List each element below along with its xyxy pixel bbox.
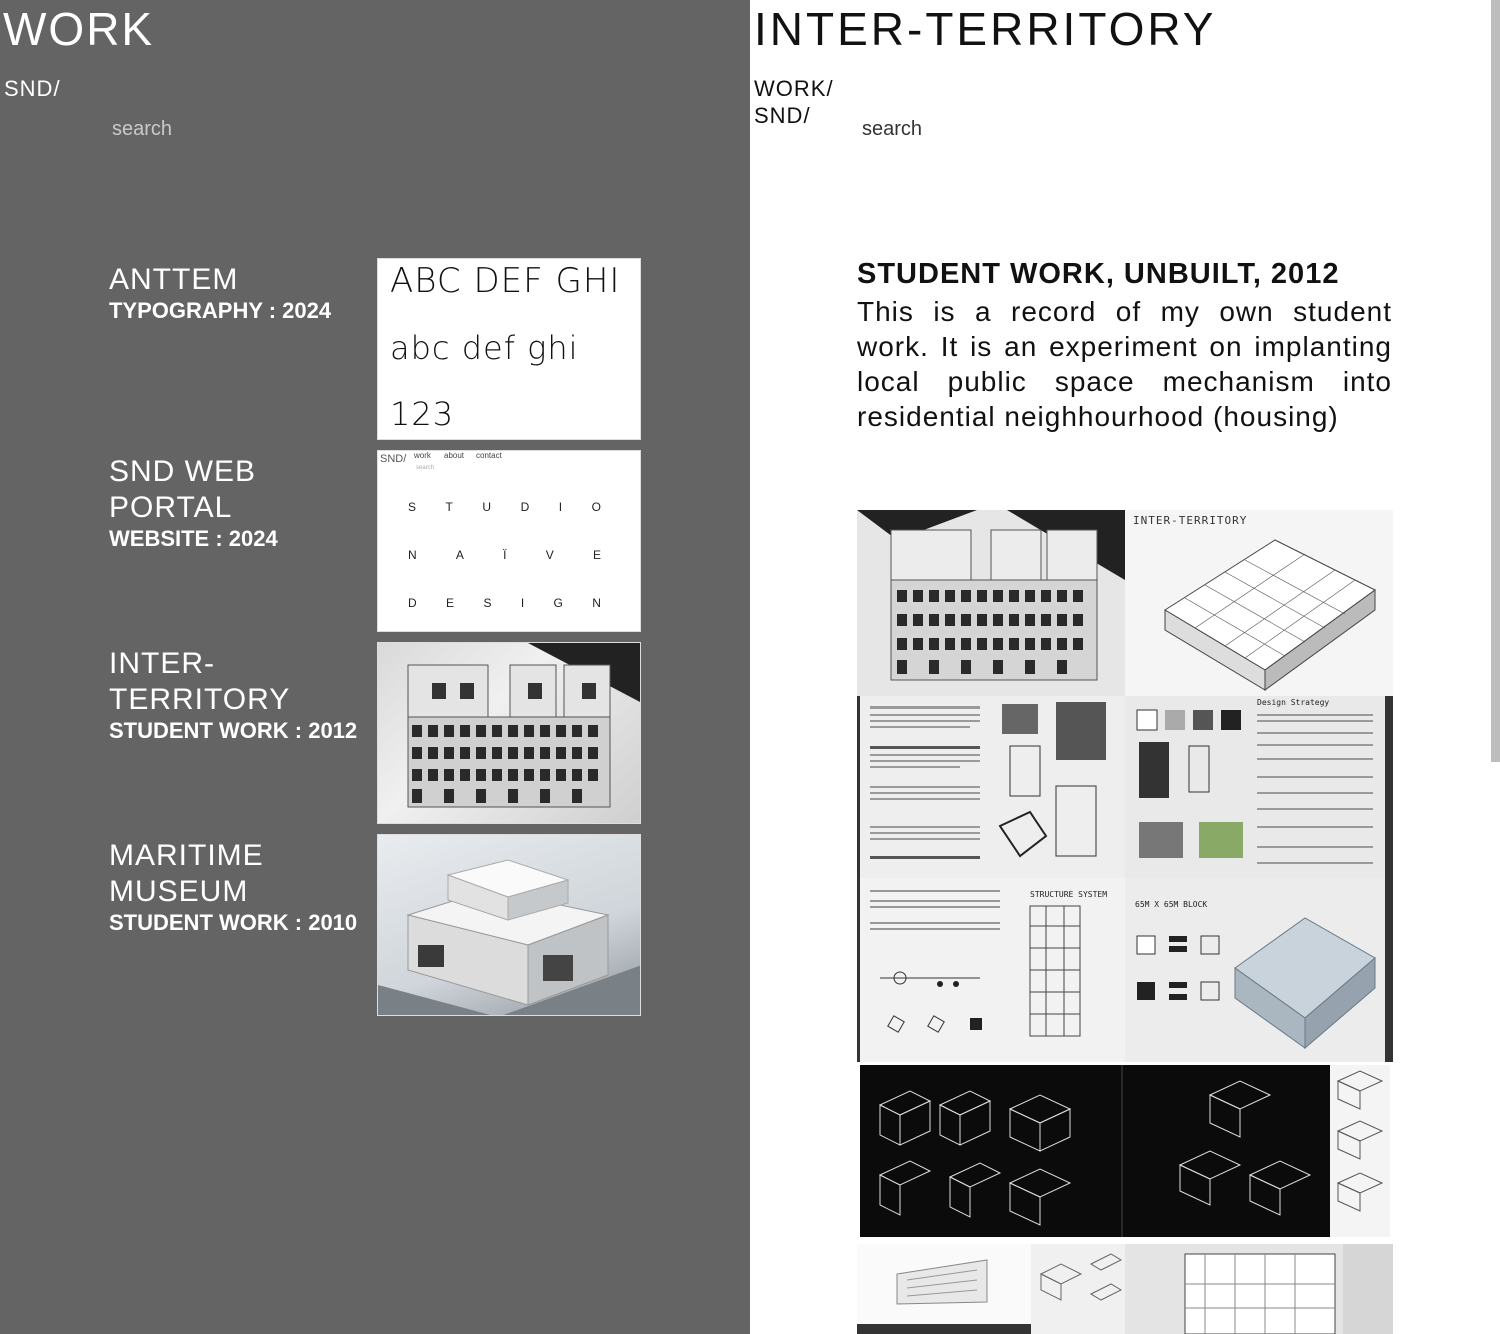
axonometric-drawing-icon: [1125, 510, 1393, 696]
thumb-line-lower: abc def ghi: [390, 329, 579, 367]
board-analysis-text[interactable]: [857, 696, 1125, 878]
board-title: INTER-TERRITORY: [1133, 514, 1248, 527]
thumb-nav-work: work: [414, 451, 431, 460]
search-input[interactable]: [854, 114, 1054, 144]
breadcrumb-work[interactable]: WORK/: [754, 76, 834, 101]
project-item-maritime-museum[interactable]: [109, 838, 649, 1020]
breadcrumb-snd[interactable]: SND/: [4, 76, 61, 101]
project-detail-panel: [750, 0, 1500, 1334]
board-title: STRUCTURE SYSTEM: [1030, 890, 1108, 899]
thumb-brand: SND/: [380, 453, 407, 465]
board-unit-explosions[interactable]: [860, 1065, 1330, 1237]
floor-plan-icon: [1125, 1244, 1393, 1334]
board-perspective[interactable]: [857, 1244, 1031, 1334]
project-name[interactable]: MARITIME MUSEUM: [109, 839, 264, 908]
unit-stack-icon: [1330, 1065, 1390, 1237]
project-heading: STUDENT WORK, UNBUILT, 2012: [857, 258, 1340, 290]
search-input[interactable]: [104, 114, 304, 144]
project-meta: STUDENT WORK : 2010: [109, 910, 358, 935]
strategy-diagram-icon: [1125, 696, 1393, 878]
project-meta: STUDENT WORK : 2012: [109, 718, 358, 743]
project-name[interactable]: INTER-TERRITORY: [109, 647, 291, 716]
board-composition[interactable]: [1031, 1244, 1125, 1334]
elevation-drawing-icon: [378, 643, 641, 824]
project-item-anttem[interactable]: [109, 262, 649, 444]
page-title: WORK: [3, 3, 155, 55]
thumb-row-naive: N A Ï V E: [408, 548, 603, 562]
project-description: This is a record of my own student work. It is an experiment on implanting local public space mechanism into residential neighhourhood (housing): [857, 296, 1392, 432]
board-title: 65M X 65M BLOCK: [1135, 900, 1208, 909]
thumb-line-upper: ABC DEF GHI: [390, 261, 621, 301]
project-title: INTER-TERRITORY: [754, 3, 1217, 55]
thumb-row-design: D E S I G N: [408, 596, 603, 610]
analysis-diagram-icon: [860, 696, 1125, 878]
project-meta: WEBSITE : 2024: [109, 526, 278, 551]
exploded-units-icon: [860, 1065, 1330, 1237]
board-unit-sidebar[interactable]: [1330, 1065, 1390, 1237]
thumb-nav-contact: contact: [476, 451, 502, 460]
project-thumbnail-inter-territory[interactable]: [377, 642, 641, 824]
thumb-line-numbers: 123: [390, 395, 455, 433]
project-item-snd-web-portal[interactable]: [109, 451, 649, 636]
building-perspective-icon: [857, 1244, 1031, 1334]
board-axonometric[interactable]: [1125, 510, 1393, 696]
board-block-model[interactable]: [1125, 878, 1393, 1062]
project-item-inter-territory[interactable]: [109, 646, 649, 828]
project-meta: TYPOGRAPHY : 2024: [109, 298, 332, 323]
project-thumbnail-anttem[interactable]: [377, 258, 641, 440]
elevation-drawing-icon: [857, 510, 1125, 696]
project-name[interactable]: SND WEB PORTAL: [109, 455, 257, 524]
structure-diagram-icon: [860, 878, 1125, 1062]
composition-icon: [1031, 1244, 1125, 1334]
board-structure-system[interactable]: [857, 878, 1125, 1062]
board-design-strategy[interactable]: [1125, 696, 1393, 878]
thumb-row-studio: S T U D I O: [408, 500, 603, 514]
thumb-search: search: [416, 465, 435, 471]
board-title: Design Strategy: [1257, 698, 1330, 707]
scrollbar[interactable]: [1491, 0, 1500, 762]
board-elevation[interactable]: [857, 510, 1125, 696]
museum-render-icon: [378, 835, 641, 1016]
project-thumbnail-maritime-museum[interactable]: [377, 834, 641, 1016]
project-name[interactable]: ANTTEM: [109, 263, 239, 296]
breadcrumb-snd[interactable]: SND/: [754, 103, 811, 128]
board-floor-plan[interactable]: [1125, 1244, 1393, 1334]
thumb-nav-about: about: [444, 451, 465, 460]
project-thumbnail-snd-web-portal[interactable]: [377, 450, 641, 632]
thumb-letter-grid: [408, 483, 638, 627]
